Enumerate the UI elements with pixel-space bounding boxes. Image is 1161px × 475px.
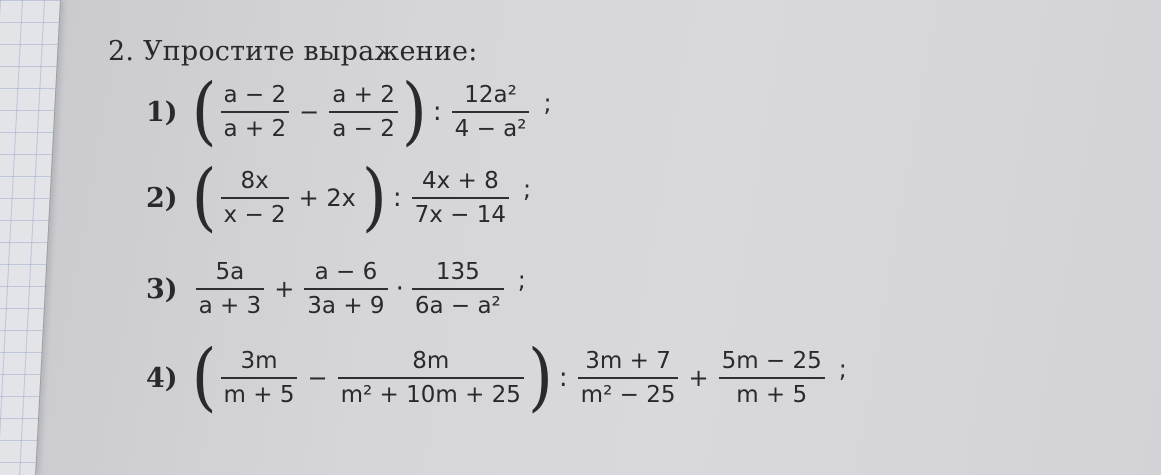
denominator: 7x − 14 [414, 202, 507, 228]
fraction-bar [221, 197, 289, 199]
fraction [221, 347, 298, 409]
fraction [412, 167, 509, 229]
fraction [452, 81, 530, 143]
denominator: m² − 25 [580, 382, 676, 408]
fraction-bar [578, 377, 679, 379]
open-paren: ( [191, 69, 217, 155]
multiplication-dot: · [395, 274, 404, 304]
denominator: x − 2 [223, 202, 286, 228]
fraction-bar [338, 377, 524, 379]
fraction [304, 258, 387, 320]
fraction-bar [304, 288, 387, 290]
numerator: 3m [240, 348, 278, 374]
fraction-bar [412, 288, 504, 290]
numerator: a − 6 [314, 259, 378, 285]
problem-number: 4) [146, 362, 178, 394]
open-paren: ( [191, 155, 217, 241]
numerator: 12a² [464, 82, 517, 108]
operator: + 2x [298, 184, 356, 212]
fraction [719, 347, 825, 409]
division-sign: : [392, 183, 402, 213]
semicolon: ; [838, 355, 847, 383]
operator: − [307, 364, 328, 392]
denominator: m + 5 [736, 382, 808, 408]
problem-number: 3) [146, 273, 178, 305]
problem-4-expression [191, 335, 847, 421]
denominator: 3a + 9 [307, 293, 385, 319]
open-paren: ( [191, 335, 217, 421]
grid-paper-edge [0, 0, 61, 475]
numerator: 5m − 25 [721, 348, 822, 374]
numerator: 135 [435, 259, 480, 285]
problem-number: 1) [146, 96, 178, 128]
numerator: a − 2 [223, 82, 287, 108]
numerator: 4x + 8 [421, 168, 499, 194]
fraction-bar [412, 197, 509, 199]
numerator: 3m + 7 [585, 348, 671, 374]
semicolon: ; [523, 175, 532, 203]
fraction [338, 347, 524, 409]
denominator: 4 − a² [454, 116, 527, 142]
denominator: a + 3 [198, 293, 262, 319]
problem-4 [146, 335, 847, 421]
fraction [578, 347, 679, 409]
denominator: a − 2 [332, 116, 395, 142]
close-paren: ) [401, 69, 427, 155]
denominator: 6a − a² [414, 293, 501, 319]
fraction [221, 167, 289, 229]
exercise-title: 2. Упростите выражение: [108, 36, 478, 67]
problem-2-expression [191, 155, 532, 241]
fraction-bar [221, 377, 298, 379]
fraction-bar [196, 288, 265, 290]
semicolon: ; [517, 266, 526, 294]
numerator: 8x [240, 168, 269, 194]
fraction [221, 81, 290, 143]
semicolon: ; [543, 89, 552, 117]
fraction-bar [221, 111, 290, 113]
numerator: a + 2 [332, 82, 395, 108]
division-sign: : [558, 363, 568, 393]
operator: − [299, 98, 320, 126]
denominator: m² + 10m + 25 [340, 382, 521, 408]
division-sign: : [432, 97, 442, 127]
exercise-block [108, 36, 1128, 67]
operator: + [688, 364, 709, 392]
fraction [329, 81, 398, 143]
problem-3-expression [192, 258, 526, 320]
numerator: 5a [215, 259, 245, 285]
fraction [196, 258, 265, 320]
close-paren: ) [527, 335, 553, 421]
problem-number: 2) [146, 182, 178, 214]
operator: + [274, 275, 295, 303]
denominator: a + 2 [223, 116, 287, 142]
problem-2 [146, 155, 532, 241]
problem-1 [146, 69, 552, 155]
fraction-bar [329, 111, 398, 113]
fraction [412, 258, 504, 320]
problem-3 [146, 258, 526, 320]
fraction-bar [719, 377, 825, 379]
problem-1-expression [191, 69, 552, 155]
fraction-bar [452, 111, 530, 113]
numerator: 8m [412, 348, 450, 374]
close-paren: ) [361, 155, 387, 241]
denominator: m + 5 [223, 382, 295, 408]
